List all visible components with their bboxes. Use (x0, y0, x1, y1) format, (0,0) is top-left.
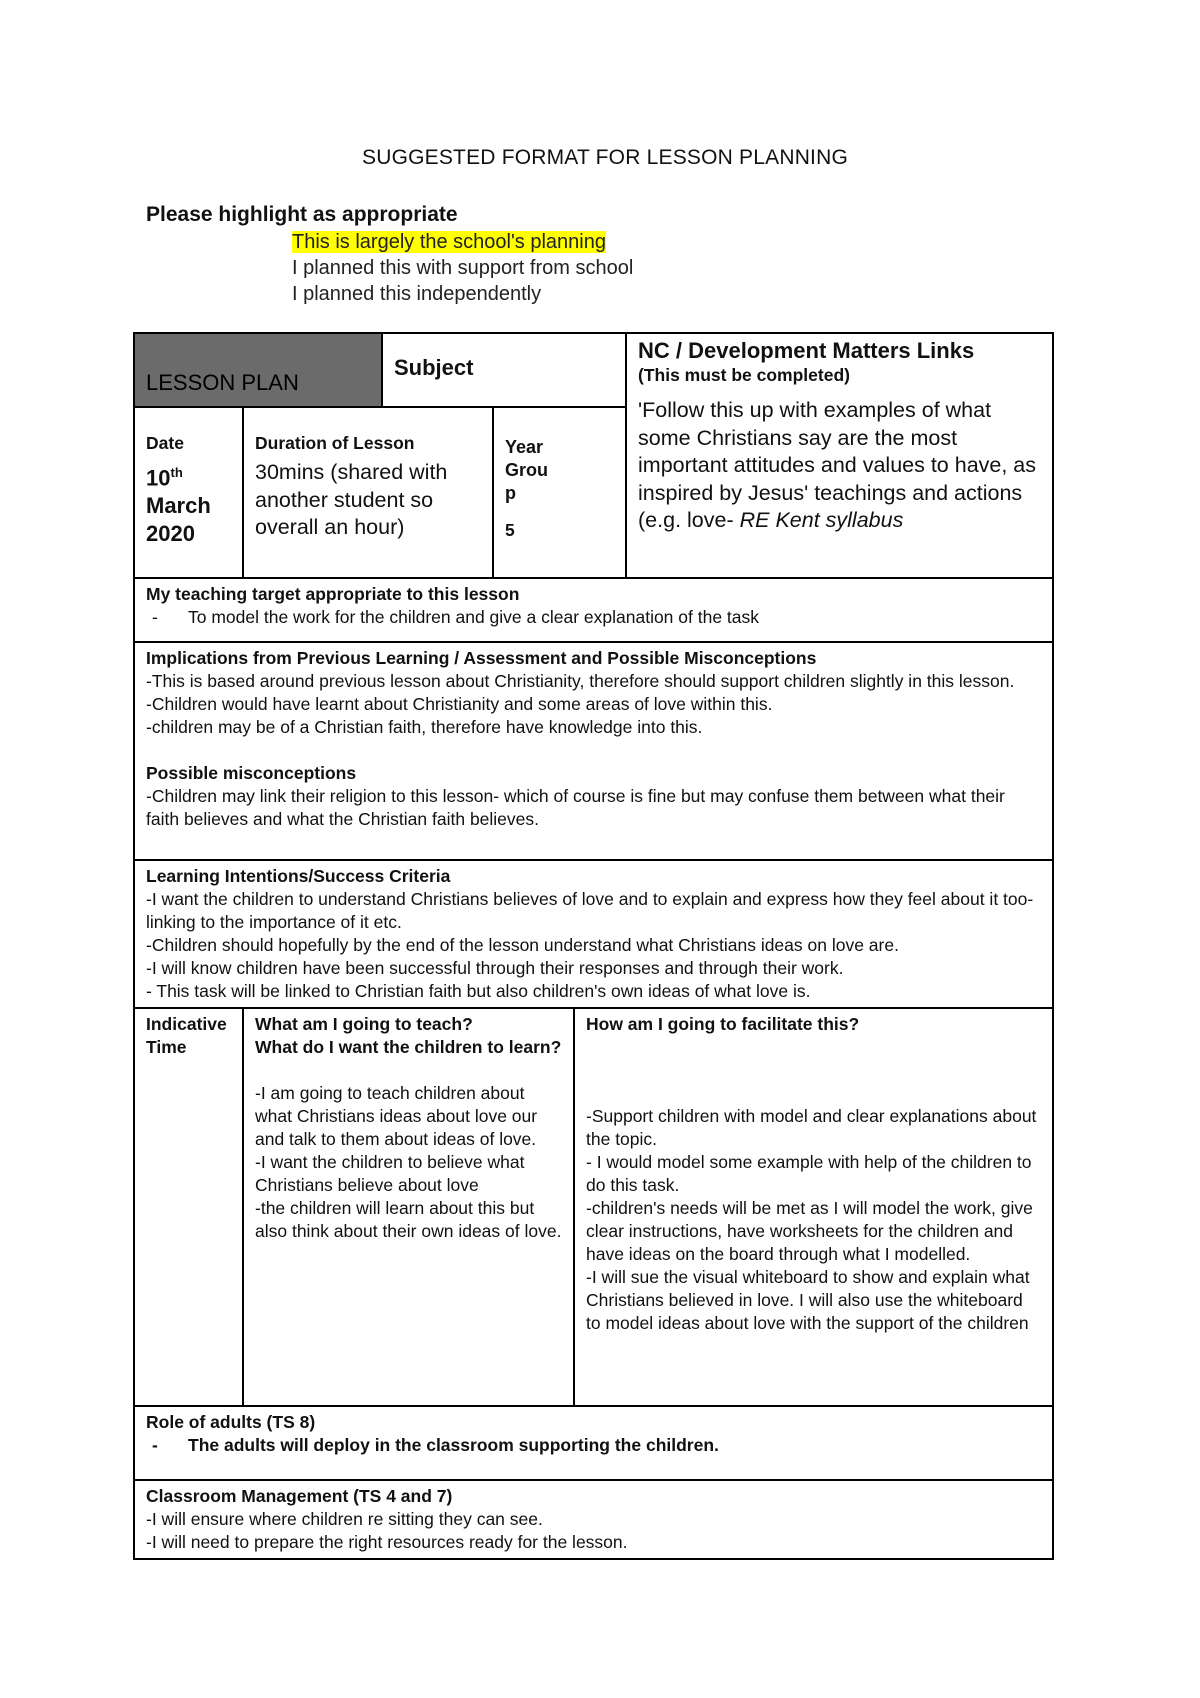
implications-line: -This is based around previous lesson about Christianity, therefore should support children slightly in this lesson. (146, 671, 1015, 691)
facilitate-line: -Support children with model and clear explanations about the topic. (586, 1106, 1037, 1149)
learning-intentions-line: -Children should hopefully by the end of the lesson understand what Christians ideas on love are. (146, 935, 899, 955)
facilitate-cell (574, 1008, 1053, 1406)
management-cell (134, 1480, 1053, 1559)
adults-title: Role of adults (TS 8) (146, 1412, 316, 1432)
planning-option[interactable]: I planned this independently (292, 283, 542, 305)
duration-value: 30mins (shared with another student so overall an hour) (255, 460, 448, 539)
facilitate-line: - I would model some example with help of the children to do this task. (586, 1152, 1032, 1195)
learning-intentions-cell (134, 860, 1053, 1008)
indicative-time-cell (134, 1008, 243, 1406)
date-month: March (146, 493, 211, 519)
management-line: -I will ensure where children re sitting they can see. (146, 1509, 543, 1529)
nc-links-cell (626, 333, 1053, 578)
learning-intentions-line: -I will know children have been successful through their responses and through their work. (146, 958, 844, 978)
date-day-suffix: th (170, 465, 183, 480)
nc-links-text (638, 397, 1041, 535)
subject-label: Subject (382, 333, 626, 407)
implications-cell (134, 642, 1053, 860)
date-value (146, 459, 231, 548)
lesson-plan-table (133, 332, 1054, 1560)
adults-cell (134, 1406, 1053, 1480)
management-line: -I will need to prepare the right resources ready for the lesson. (146, 1532, 628, 1552)
learning-intentions-title: Learning Intentions/Success Criteria (146, 866, 451, 886)
date-label: Date (146, 433, 184, 453)
implications-title: Implications from Previous Learning / Assessment and Possible Misconceptions (146, 648, 817, 668)
year-group-value: 5 (505, 520, 515, 540)
teaching-target-cell (134, 578, 1053, 642)
list-item: - To model the work for the children and give a clear explanation of the task (146, 606, 1041, 629)
lesson-plan-label: LESSON PLAN (134, 333, 382, 407)
list-item: - The adults will deploy in the classroom supporting the children. (146, 1434, 1041, 1457)
misconceptions-text: -Children may link their religion to this lesson- which of course is fine but may confuse them between what their faith believes and what the Christian faith believes. (146, 786, 1005, 829)
planning-options (292, 229, 633, 307)
teaching-target-list (146, 606, 1041, 629)
date-cell (134, 407, 243, 578)
year-group-cell (493, 407, 626, 578)
planning-option[interactable]: I planned this with support from school (292, 257, 634, 279)
nc-links-body: 'Follow this up with examples of what some Christians say are the most important attitudes and values to have, as inspired by Jesus' teachings and actions (e.g. love- (638, 398, 1037, 532)
page-title: SUGGESTED FORMAT FOR LESSON PLANNING (362, 146, 848, 169)
teach-heading: What am I going to teach? (255, 1014, 473, 1034)
duration-cell (243, 407, 493, 578)
facilitate-heading: How am I going to facilitate this? (586, 1014, 860, 1034)
management-title: Classroom Management (TS 4 and 7) (146, 1486, 453, 1506)
facilitate-line: -I will sue the visual whiteboard to show and explain what Christians believed in love. I will also use the whiteboard to model ideas about love with the support of the children (586, 1267, 1030, 1333)
nc-links-source: RE Kent syllabus (739, 508, 904, 532)
implications-line: -children may be of a Christian faith, therefore have knowledge into this. (146, 717, 703, 737)
teach-line: -I want the children to believe what Christians believe about love (255, 1152, 525, 1195)
teaching-target-title: My teaching target appropriate to this lesson (146, 584, 520, 604)
teach-line: -I am going to teach children about what Christians ideas about love our and talk to them about ideas of love. (255, 1083, 538, 1149)
duration-label: Duration of Lesson (255, 433, 415, 453)
teach-cell (243, 1008, 574, 1406)
date-year: 2020 (146, 521, 195, 547)
learning-intentions-line: -I want the children to understand Christians believes of love and to explain and express how they feel about it too- linking to the importance of it etc. (146, 889, 1034, 932)
highlight-prompt: Please highlight as appropriate (146, 203, 458, 226)
year-group-label: Year Group (505, 437, 548, 503)
misconceptions-title: Possible misconceptions (146, 763, 357, 783)
indicative-time-label: Indicative Time (146, 1014, 227, 1057)
facilitate-line: -children's needs will be met as I will model the work, give clear instructions, have worksheets for the children and have ideas on the board through what I modelled. (586, 1198, 1033, 1264)
nc-links-title: NC / Development Matters Links (638, 338, 975, 363)
learning-intentions-line: - This task will be linked to Christian faith but also children's own ideas of what love is. (146, 981, 811, 1001)
adults-list (146, 1434, 1041, 1457)
nc-links-note: (This must be completed) (638, 365, 850, 385)
implications-line: -Children would have learnt about Christianity and some areas of love within this. (146, 694, 773, 714)
learn-heading: What do I want the children to learn? (255, 1037, 562, 1057)
planning-option[interactable] (292, 229, 633, 255)
date-day: 10 (146, 465, 171, 491)
teach-line: -the children will learn about this but also think about their own ideas of love. (255, 1198, 562, 1241)
planning-option-highlighted: This is largely the school's planning (292, 231, 606, 253)
